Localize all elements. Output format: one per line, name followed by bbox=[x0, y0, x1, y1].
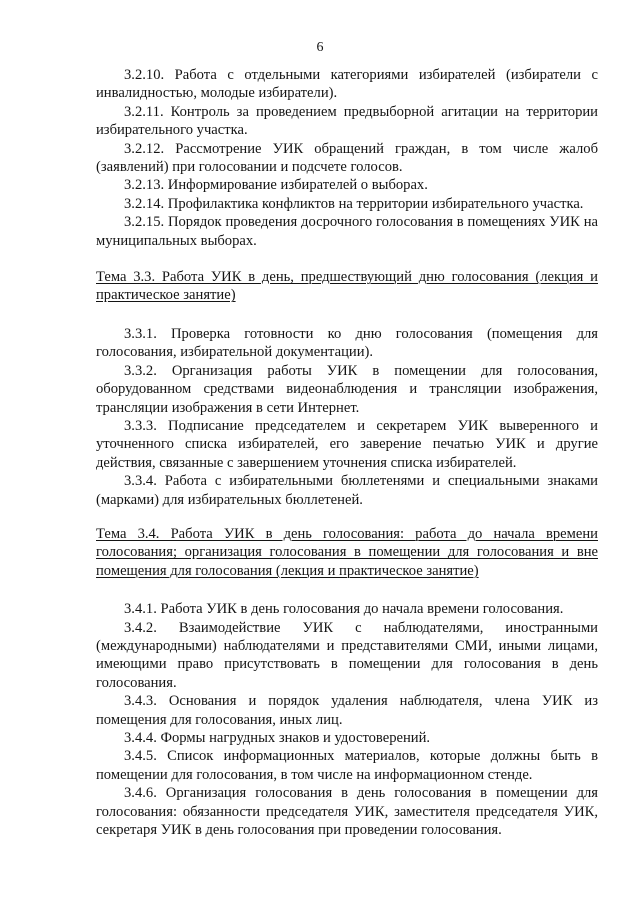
list-item: 3.3.1. Проверка готовности ко дню голосования (помещения для голосования, избирательной документации). bbox=[96, 325, 598, 361]
topic-3-3-items bbox=[96, 325, 598, 509]
list-item: 3.4.6. Организация голосования в день голосования в помещении для голосования: обязанности председателя УИК, заместителя председателя УИК, секретаря УИК в день голосования при проведении голосования. bbox=[96, 785, 598, 839]
list-item: 3.2.10. Работа с отдельными категориями избирателей (избиратели с инвалидностью, молодые избиратели). bbox=[96, 67, 598, 102]
list-item: 3.4.3. Основания и порядок удаления наблюдателя, члена УИК из помещения для голосования, иных лиц. bbox=[96, 693, 598, 728]
list-item: 3.2.14. Профилактика конфликтов на территории избирательного участка. bbox=[124, 195, 584, 212]
list-item: 3.2.11. Контроль за проведением предвыборной агитации на территории избирательного участка. bbox=[96, 103, 598, 139]
list-item: 3.3.2. Организация работы УИК в помещении для голосования, оборудованном средствами видеонаблюдения и трансляции изображения, трансляции изображения в сети Интернет. bbox=[96, 362, 598, 416]
list-item: 3.4.1. Работа УИК в день голосования до начала времени голосования. bbox=[124, 601, 564, 618]
list-item: 3.2.15. Порядок проведения досрочного голосования в помещениях УИК на муниципальных выборах. bbox=[96, 214, 598, 249]
document-body bbox=[96, 66, 598, 839]
topic-3-4-title: Тема 3.4. Работа УИК в день голосования: работа до начала времени голосования; организация голосования в помещении для голосования и вне помещения для голосования (лекция и практическое занятие) bbox=[96, 525, 598, 579]
page-number: 6 bbox=[316, 40, 324, 55]
list-item: 3.2.13. Информирование избирателей о выборах. bbox=[124, 177, 428, 194]
topic-3-4-items bbox=[96, 600, 598, 839]
list-item: 3.4.4. Формы нагрудных знаков и удостоверений. bbox=[124, 730, 431, 746]
list-item: 3.3.4. Работа с избирательными бюллетенями и специальными знаками (марками) для избирательных бюллетеней. bbox=[96, 473, 598, 508]
topic-3-3-title: Тема 3.3. Работа УИК в день, предшествующий дню голосования (лекция и практическое занятие) bbox=[96, 269, 598, 304]
section-3-2-continued bbox=[96, 66, 598, 250]
list-item: 3.4.5. Список информационных материалов, которые должны быть в помещении для голосования, в том числе на информационном стенде. bbox=[96, 748, 598, 783]
list-item: 3.3.3. Подписание председателем и секретарем УИК выверенного и уточненного списка избирателей, его заверение печатью УИК и другие действия, связанные с завершением уточнения списка избирателей. bbox=[96, 417, 598, 471]
list-item: 3.2.12. Рассмотрение УИК обращений граждан, в том числе жалоб (заявлений) при голосовании и подсчете голосов. bbox=[96, 140, 598, 176]
list-item: 3.4.2. Взаимодействие УИК с наблюдателями, иностранными (международными) наблюдателями и представителями СМИ, иными лицами, имеющими право присутствовать в помещении для голосования в день голосования. bbox=[96, 619, 598, 691]
